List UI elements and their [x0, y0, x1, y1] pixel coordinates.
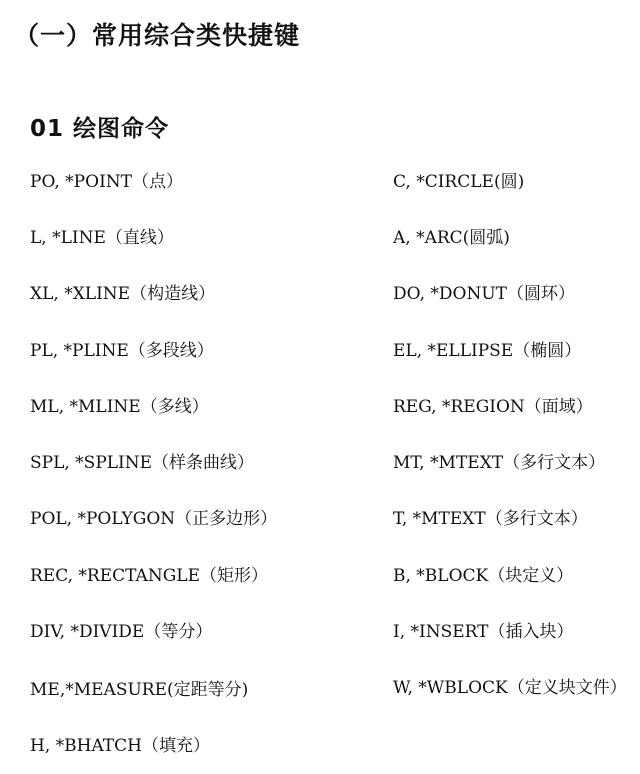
command-item-measure: ME,*MEASURE(定距等分)	[30, 680, 249, 700]
command-item-mtext-t: T, *MTEXT（多行文本）	[393, 509, 588, 529]
command-item-rectangle: REC, *RECTANGLE（矩形）	[30, 566, 268, 586]
command-item-mline: ML, *MLINE（多线）	[30, 397, 209, 417]
command-item-donut: DO, *DONUT（圆环）	[393, 284, 575, 304]
command-item-line: L, *LINE（直线）	[30, 228, 174, 248]
command-item-spline: SPL, *SPLINE（样条曲线）	[30, 453, 255, 473]
command-item-mtext: MT, *MTEXT（多行文本）	[393, 453, 606, 473]
command-item-polygon: POL, *POLYGON（正多边形）	[30, 509, 278, 529]
command-item-circle: C, *CIRCLE(圆)	[393, 172, 525, 192]
command-item-ellipse: EL, *ELLIPSE（椭圆）	[393, 341, 582, 361]
command-item-bhatch: H, *BHATCH（填充）	[30, 736, 210, 756]
command-item-arc: A, *ARC(圆弧)	[393, 228, 510, 248]
command-item-pline: PL, *PLINE（多段线）	[30, 341, 214, 361]
command-item-point: PO, *POINT（点）	[30, 172, 183, 192]
command-item-wblock: W, *WBLOCK（定义块文件）	[393, 678, 627, 698]
command-item-region: REG, *REGION（面域）	[393, 397, 593, 417]
command-item-xline: XL, *XLINE（构造线）	[30, 284, 216, 304]
section-title: （一）常用综合类快捷键	[14, 21, 301, 50]
command-item-insert: I, *INSERT（插入块）	[393, 622, 574, 642]
command-item-divide: DIV, *DIVIDE（等分）	[30, 622, 213, 642]
command-item-block: B, *BLOCK（块定义）	[393, 566, 574, 586]
subsection-title: 01 绘图命令	[30, 116, 170, 142]
